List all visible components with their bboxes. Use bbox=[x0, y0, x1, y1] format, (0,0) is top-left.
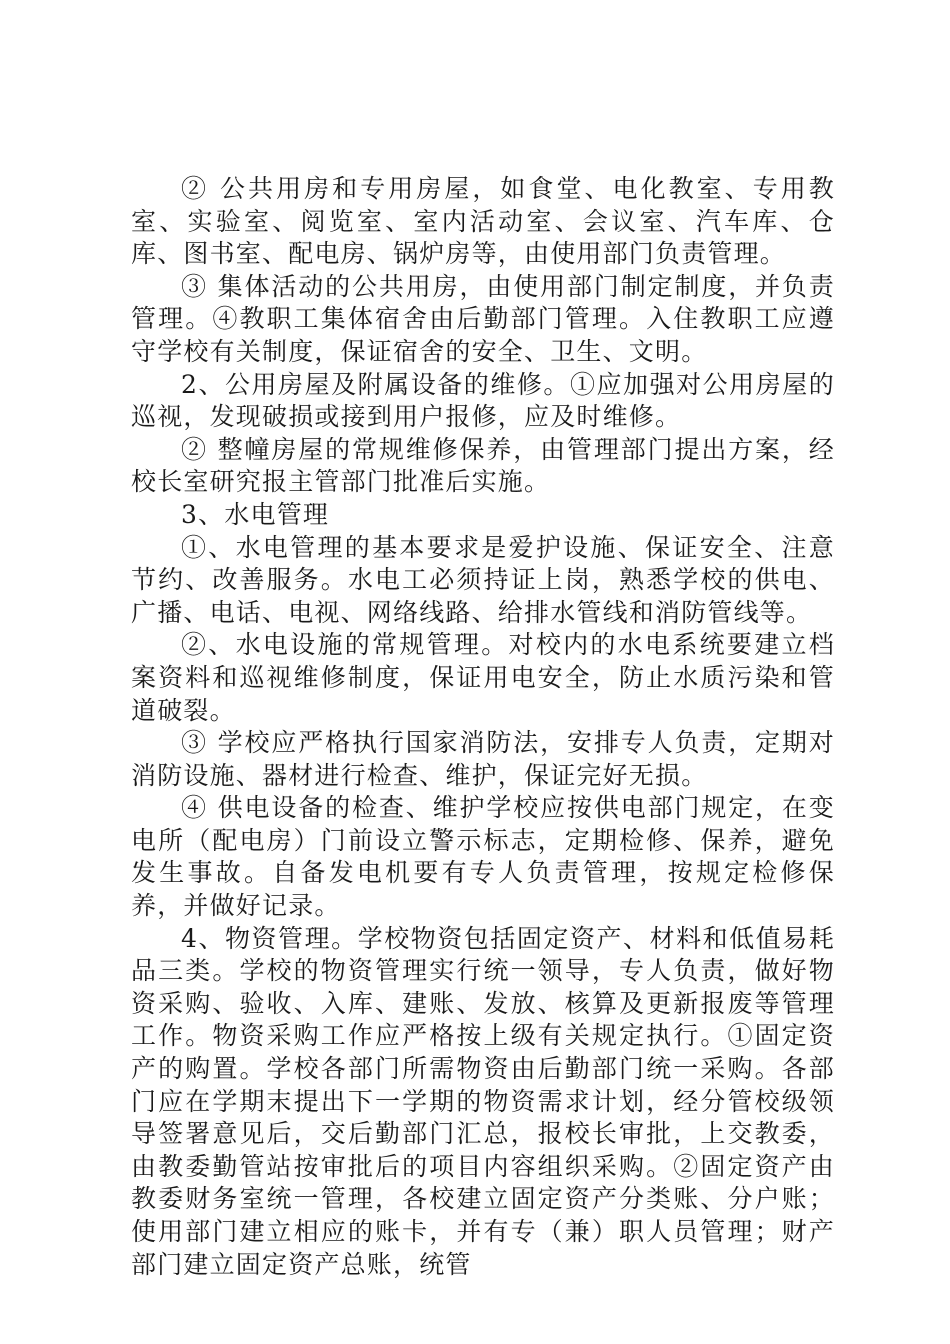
paragraph: ② 公共用房和专用房屋，如食堂、电化教室、专用教室、实验室、阅览室、室内活动室、会议室、汽车库、仓库、图书室、配电房、锅炉房等，由使用部门负责管理。 bbox=[131, 174, 835, 269]
paragraph: 4、物资管理。学校物资包括固定资产、材料和低值易耗品三类。学校的物资管理实行统一领导，专人负责，做好物资采购、验收、入库、建账、发放、核算及更新报废等管理工作。物资采购工作应严格按上级有关规定执行。①固定资产的购置。学校各部门所需物资由后勤部门统一采购。各部门应在学期末提出下一学期的物资需求计划，经分管校级领导签署意见后，交后勤部门汇总，报校长审批，上交教委，由教委勤管站按审批后的项目内容组织采购。②固定资产由教委财务室统一管理，各校建立固定资产分类账、分户账；使用部门建立相应的账卡，并有专（兼）职人员管理；财产部门建立固定资产总账，统管 bbox=[131, 923, 835, 1279]
document-body bbox=[131, 173, 835, 1281]
paragraph: 2、公用房屋及附属设备的维修。①应加强对公用房屋的巡视，发现破损或接到用户报修，应及时维修。 bbox=[131, 369, 835, 432]
paragraph: ②、水电设施的常规管理。对校内的水电系统要建立档案资料和巡视维修制度，保证用电安全，防止水质污染和管道破裂。 bbox=[131, 630, 835, 725]
paragraph: ② 整幢房屋的常规维修保养，由管理部门提出方案，经校长室研究报主管部门批准后实施。 bbox=[131, 434, 835, 497]
paragraph: ③ 学校应严格执行国家消防法，安排专人负责，定期对消防设施、器材进行检查、维护，保证完好无损。 bbox=[131, 728, 835, 790]
paragraph: ④ 供电设备的检查、维护学校应按供电部门规定，在变电所（配电房）门前设立警示标志，定期检修、保养，避免发生事故。自备发电机要有专人负责管理，按规定检修保养，并做好记录。 bbox=[131, 793, 835, 921]
section-heading: 3、水电管理 bbox=[181, 499, 330, 529]
paragraph: ③ 集体活动的公共用房，由使用部门制定制度，并负责管理。④教职工集体宿舍由后勤部门管理。入住教职工应遵守学校有关制度，保证宿舍的安全、卫生、文明。 bbox=[131, 271, 835, 366]
paragraph: ①、水电管理的基本要求是爱护设施、保证安全、注意节约、改善服务。水电工必须持证上岗，熟悉学校的供电、广播、电话、电视、网络线路、给排水管线和消防管线等。 bbox=[131, 532, 835, 627]
